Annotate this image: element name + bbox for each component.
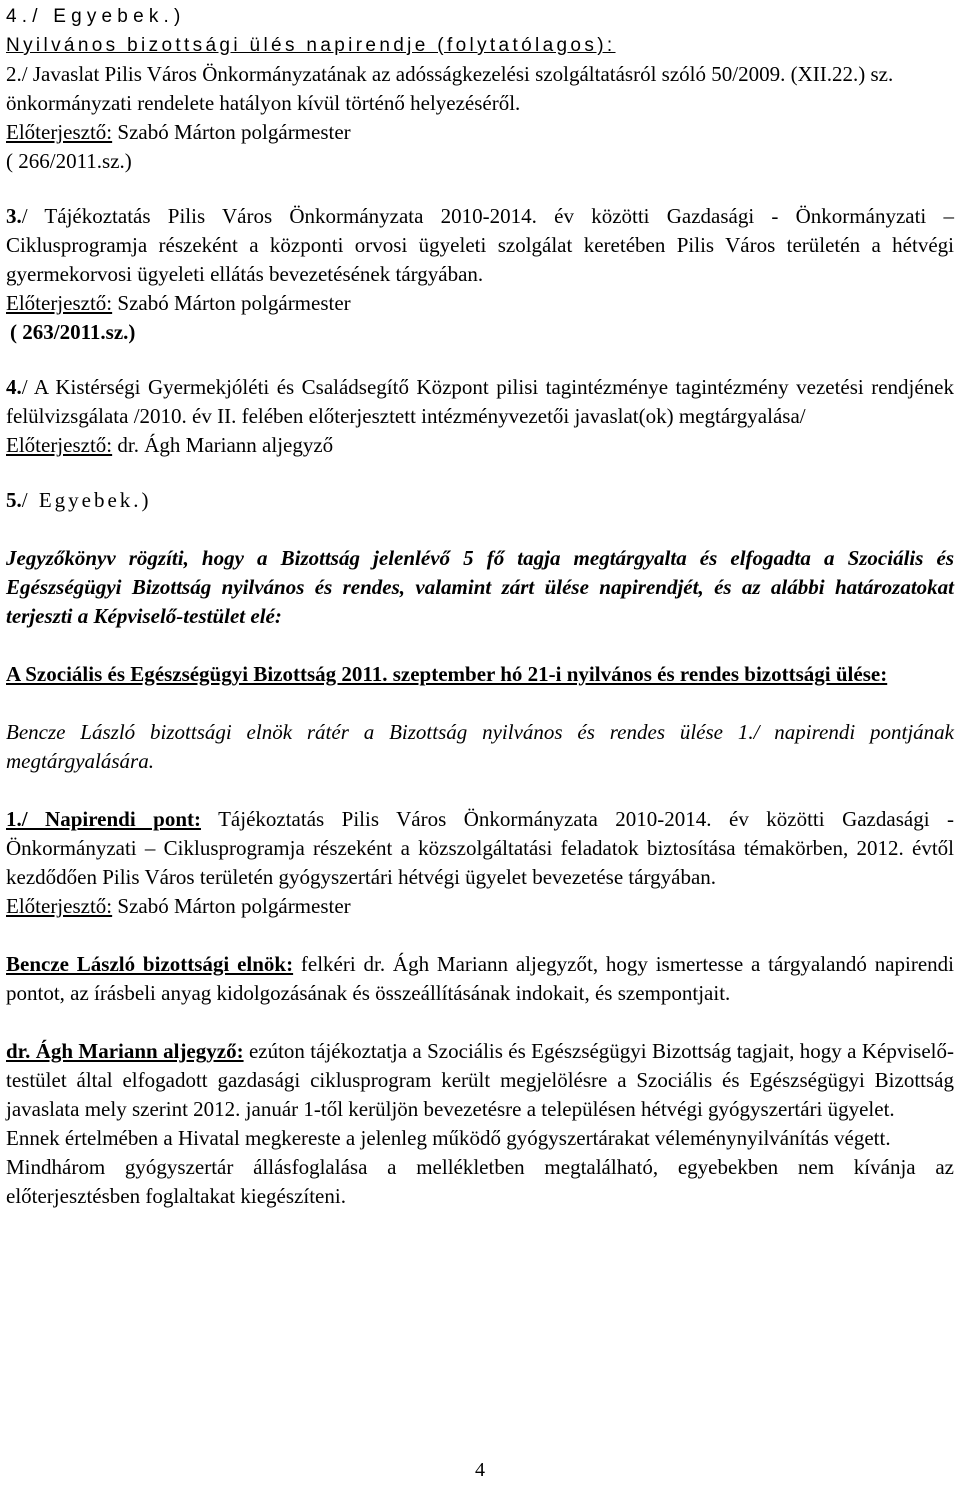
item-text: / Egyebek.) bbox=[21, 488, 152, 512]
minutes-intro: Jegyzőkönyv rögzíti, hogy a Bizottság jelenlévő 5 fő tagja megtárgyalta és elfogadta a Szociális és Egészségügyi Bizottság nyilvános és rendes, valamint zárt ülése napirendjét, és az alábbi határozatokat terjeszti a Képviselő-testület elé: bbox=[6, 546, 954, 628]
presenter-label: Előterjesztő: bbox=[6, 120, 113, 144]
document-page bbox=[6, 2, 954, 1211]
presenter-label: Előterjesztő: bbox=[6, 894, 113, 918]
agenda-item-3-presenter bbox=[6, 289, 954, 318]
point-text: Tájékoztatás Pilis Város Önkormányzata 2010-2014. év közötti Gazdasági - Önkormányzati – Ciklusprogramja részeként a közszolgáltatási feladatok biztosítása témakörben, 2012. évtől kezdődően Pilis Város területén gyógyszertári hétvégi ügyelet bevezetése tárgyában. bbox=[6, 807, 954, 889]
point-label: 1./ Napirendi pont: bbox=[6, 807, 201, 831]
presenter-name: Szabó Márton polgármester bbox=[112, 120, 351, 144]
page-number: 4 bbox=[475, 1459, 485, 1481]
agenda-point-1-presenter bbox=[6, 892, 954, 921]
agenda-item-3-ref: ( 263/2011.sz.) bbox=[10, 320, 136, 344]
speaker-label: dr. Ágh Mariann aljegyző: bbox=[6, 1039, 244, 1063]
chair-statement: Bencze László bizottsági elnök rátér a Bizottság nyilvános és rendes ülése 1./ napirendi pontjának megtárgyalására. bbox=[6, 720, 954, 773]
speaker-label: Bencze László bizottsági elnök: bbox=[6, 952, 294, 976]
notary-statement bbox=[6, 1037, 954, 1124]
public-session-agenda-heading: Nyilvános bizottsági ülés napirendje (folytatólagos): bbox=[6, 35, 616, 56]
agenda-point-1 bbox=[6, 805, 954, 892]
presenter-name: dr. Ágh Mariann aljegyző bbox=[112, 433, 334, 457]
chair-request bbox=[6, 950, 954, 1008]
presenter-name: Szabó Márton polgármester bbox=[112, 291, 351, 315]
item-text: / A Kistérségi Gyermekjóléti és Családsegítő Központ pilisi tagintézménye tagintézmény vezetési rendjének felülvizsgálata /2010. év II. felében előterjesztett intézményvezetői javaslat(ok) megtárgyalása/ bbox=[6, 375, 954, 428]
item-number: 5. bbox=[6, 488, 22, 512]
agenda-item-5 bbox=[6, 486, 954, 515]
agenda-item-4-presenter bbox=[6, 431, 954, 460]
presenter-label: Előterjesztő: bbox=[6, 433, 113, 457]
speaker-text: ezúton tájékoztatja a Szociális és Egészségügyi Bizottság tagjait, hogy a Képviselő- testület által elfogadott gazdasági ciklusprogram került megjelölésre a Szociális és Egészségügyi Bizottság javaslata mely szerint 2012. január 1-től kerüljön bevezetésre a településen hétvégi gyógyszertári ügyelet. bbox=[6, 1039, 954, 1121]
agenda-item-2: 2./ Javaslat Pilis Város Önkormányzatának az adósságkezelési szolgáltatásról szóló 50/2009. (XII.22.) sz. önkormányzati rendelete hatályon kívül történő helyezéséről. bbox=[6, 62, 894, 115]
agenda-item-4-egyebek: 4./ Egyebek.) bbox=[6, 6, 186, 27]
inquiry-paragraph: Ennek értelmében a Hivatal megkereste a jelenleg működő gyógyszertárakat véleménynyilvánítás végett. bbox=[6, 1126, 891, 1150]
agenda-item-2-ref: ( 266/2011.sz.) bbox=[6, 149, 132, 173]
agenda-item-4 bbox=[6, 373, 954, 431]
speaker-text: felkéri dr. Ágh Mariann aljegyzőt, hogy ismertesse a tárgyalandó napirendi pontot, az írásbeli anyag kidolgozásának és összeállításának indokait, és szempontjait. bbox=[6, 952, 955, 1005]
session-heading: A Szociális és Egészségügyi Bizottság 2011. szeptember hó 21-i nyilvános és rendes bizottsági ülése: bbox=[6, 662, 888, 686]
item-text: / Tájékoztatás Pilis Város Önkormányzata 2010-2014. év közötti Gazdasági - Önkormányzati – Ciklusprogramja részeként a központi orvosi ügyeleti szolgálat keretében Pilis Város területén a hétvégi gyermekorvosi ügyeleti ellátás bevezetésének tárgyában. bbox=[6, 204, 954, 286]
pharmacies-paragraph: Mindhárom gyógyszertár állásfoglalása a mellékletben megtalálható, egyebekben nem kívánja az előterjesztésben foglaltakat kiegészíteni. bbox=[6, 1155, 954, 1208]
presenter-name: Szabó Márton polgármester bbox=[112, 894, 351, 918]
presenter-label: Előterjesztő: bbox=[6, 291, 113, 315]
item-number: 3. bbox=[6, 204, 22, 228]
item-number: 4. bbox=[6, 375, 22, 399]
agenda-item-3 bbox=[6, 202, 954, 289]
agenda-item-2-presenter bbox=[6, 118, 954, 147]
